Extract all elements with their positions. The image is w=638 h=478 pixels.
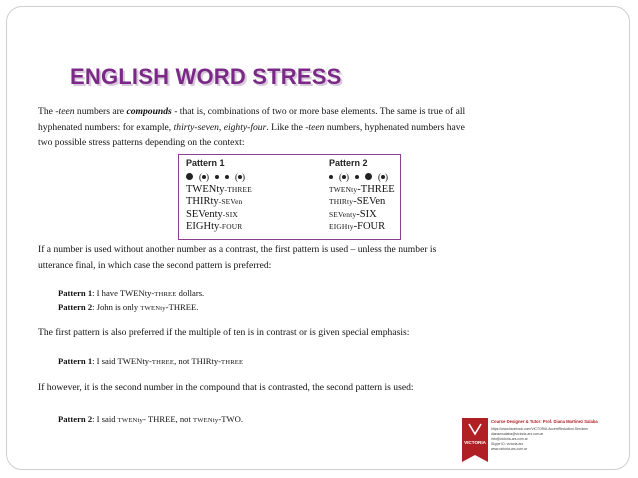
course-footer: [462, 418, 630, 468]
pattern-2-word: EIGHty-FOUR: [329, 221, 386, 233]
unstressed-dot-icon: [355, 175, 359, 179]
pattern-2-heading: Pattern 2: [329, 158, 368, 168]
contrast-paragraph: If however, it is the second number in the compound that is contrasted, the second pattern is used:: [38, 382, 414, 393]
pattern-2-word: THIRty-SEVen: [329, 196, 386, 208]
stress-pattern-table: [178, 154, 401, 240]
footer-skype: Skype ID: victoria-ars: [491, 442, 524, 446]
pattern-1-word: EIGHty-FOUR: [186, 221, 243, 233]
emphasis-paragraph: The first pattern is also preferred if the multiple of ten is in contrast or is given special emphasis:: [38, 327, 410, 338]
pattern-1-rhythm-dots: ( ) ( ): [186, 171, 252, 182]
stressed-dot-icon: [365, 173, 372, 180]
pattern-1-word: SEVenty-SIX: [186, 208, 238, 220]
unstressed-dot-icon: [215, 175, 219, 179]
victoria-logo-icon: [462, 418, 488, 462]
unstressed-dot-icon: [329, 175, 333, 179]
example-line: Pattern 1: I said TWENty-THREE, not THIRty-THREE: [58, 356, 244, 366]
pattern-2-column: [329, 158, 395, 234]
pattern-2-rhythm-dots: ( ) ( ): [329, 171, 395, 182]
intro-paragraph: The -teen numbers are compounds - that is, combinations of two or more base elements. The same is true of all hyphenated numbers: for example, thirty-seven, eighty-four. Like the -teen numbers, hyphenated numbers have two possible stress patterns depending on the context:: [38, 106, 466, 148]
stressed-dot-icon: [186, 173, 193, 180]
example-line: Pattern 2: John is only TWENty-THREE.: [58, 302, 199, 312]
unstressed-dot-icon: [225, 175, 229, 179]
example-line: Pattern 2: I said TWENty- THREE, not TWENty-TWO.: [58, 414, 243, 424]
pattern-2-word: TWENty-THREE: [329, 183, 395, 195]
pattern-2-word: SEVenty-SIX: [329, 208, 377, 220]
example-line: Pattern 1: I have TWENty-THREE dollars.: [58, 288, 205, 298]
slide-title: ENGLISH WORD STRESS: [70, 64, 342, 89]
footer-facebook-link[interactable]: https://www.facebook.com/VICTORIA.AccentReduction.Services: [491, 427, 588, 431]
footer-email-info[interactable]: info@victoria-ars.com.ar: [491, 437, 528, 441]
footer-title: Course Designer & Tutor: Prof. Diana Martinez Salaba: [491, 419, 598, 424]
footer-website[interactable]: www.victoria-ars.com.ar: [491, 447, 527, 451]
pattern-1-column: [186, 158, 252, 234]
pattern-1-word: THIRty-SEVen: [186, 196, 243, 208]
usage-paragraph: If a number is used without another number as a contrast, the first pattern is used – unless the number is utterance final, in which case the second pattern is preferred:: [38, 244, 437, 271]
pattern-1-heading: Pattern 1: [186, 158, 225, 168]
footer-email[interactable]: dianamsalaba@victoria-ars.com.ar: [491, 432, 544, 436]
logo-text: VICTORIA: [464, 440, 486, 445]
pattern-1-word: TWENty-THREE: [186, 183, 252, 195]
